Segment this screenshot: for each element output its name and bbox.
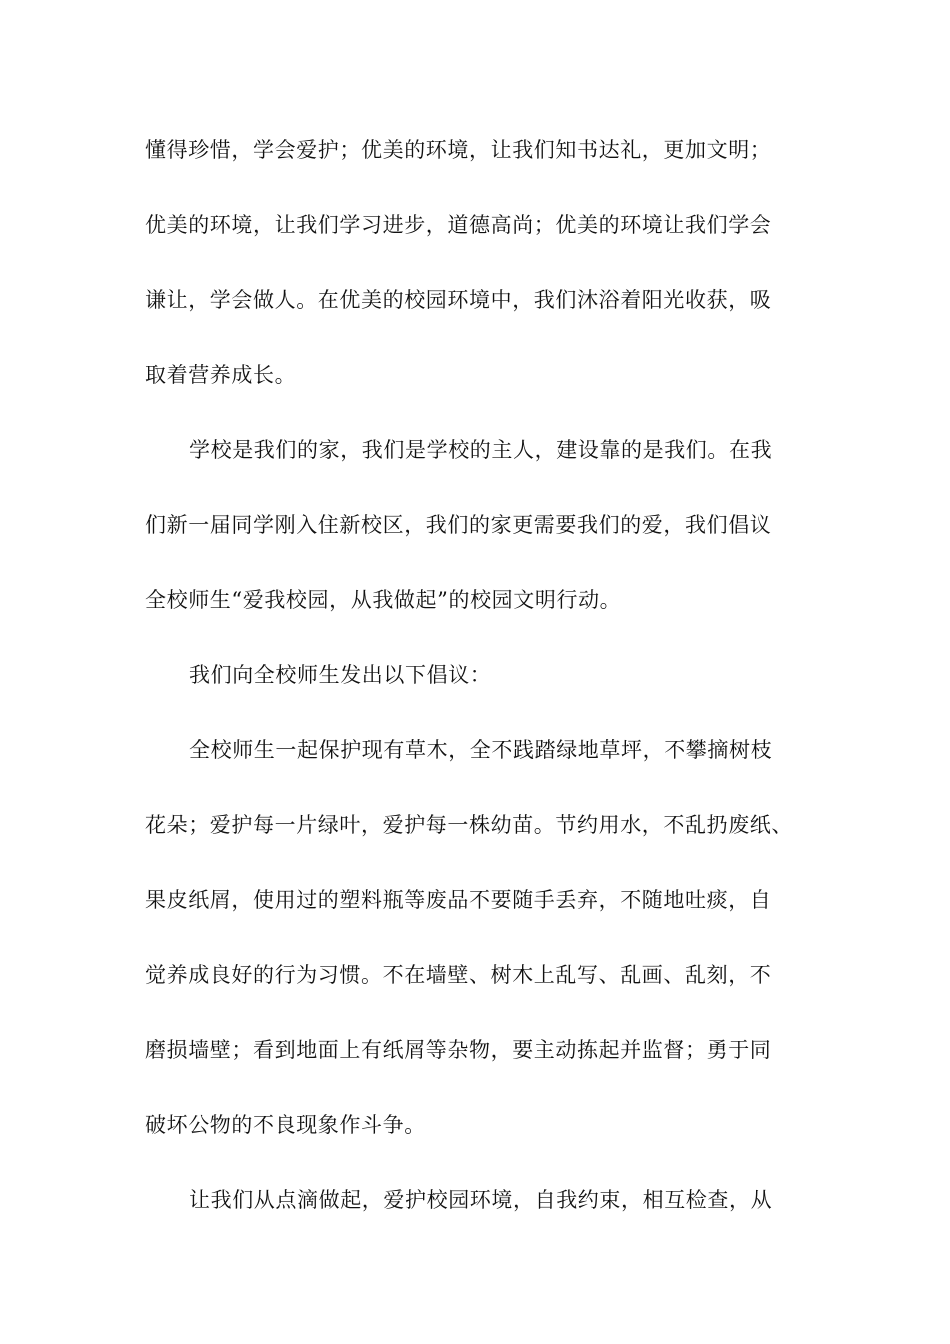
paragraph-line: 破坏公物的不良现象作斗争。 [145, 1113, 426, 1137]
paragraph-line: 谦让，学会做人。在优美的校园环境中，我们沐浴着阳光收获，吸 [145, 288, 772, 312]
paragraph-line: 全校师生“爱我校园，从我做起”的校园文明行动。 [145, 588, 622, 612]
paragraph-line: 果皮纸屑，使用过的塑料瓶等废品不要随手丢弃，不随地吐痰，自 [145, 888, 772, 912]
paragraph-line: 磨损墙壁；看到地面上有纸屑等杂物，要主动拣起并监督；勇于同 [145, 1038, 772, 1062]
paragraph-line: 全校师生一起保护现有草木，全不践踏绿地草坪，不攀摘树枝 [189, 738, 773, 762]
paragraph-line: 们新一届同学刚入住新校区，我们的家更需要我们的爱，我们倡议 [145, 513, 772, 537]
paragraph-line: 学校是我们的家，我们是学校的主人，建设靠的是我们。在我 [189, 438, 773, 462]
paragraph-line: 优美的环境，让我们学习进步，道德高尚；优美的环境让我们学会 [145, 213, 772, 237]
paragraph-line: 取着营养成长。 [145, 363, 297, 387]
paragraph-line: 我们向全校师生发出以下倡议： [189, 663, 492, 687]
paragraph-line: 觉养成良好的行为习惯。不在墙壁、树木上乱写、乱画、乱刻，不 [145, 963, 772, 987]
paragraph-line: 让我们从点滴做起，爱护校园环境，自我约束，相互检查，从 [189, 1188, 773, 1212]
paragraph-line: 懂得珍惜，学会爱护；优美的环境，让我们知书达礼，更加文明； [145, 138, 772, 162]
paragraph-line: 花朵；爱护每一片绿叶，爱护每一株幼苗。节约用水，不乱扔废纸、 [145, 813, 793, 837]
